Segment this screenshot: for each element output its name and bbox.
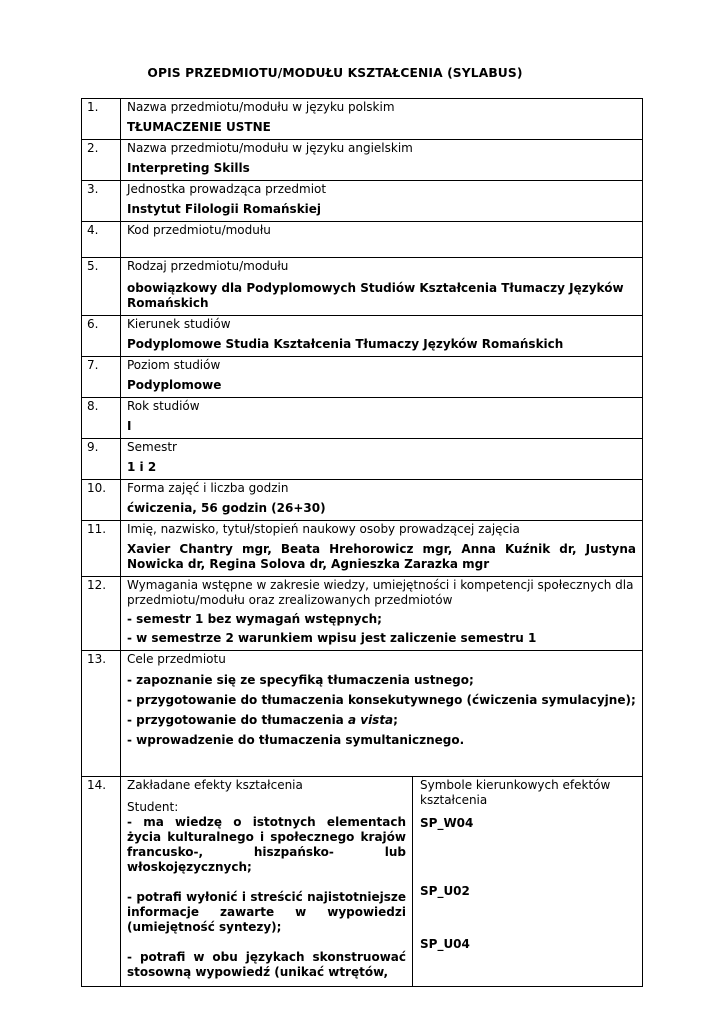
row-label: Kod przedmiotu/modułu — [127, 223, 271, 237]
table-row — [82, 357, 643, 398]
list-item: - semestr 1 bez wymagań wstępnych; — [127, 612, 382, 626]
row-number: 6. — [82, 316, 121, 357]
row-number: 12. — [82, 577, 121, 651]
table-row — [82, 316, 643, 357]
list-item: - wprowadzenie do tłumaczenia symultanicznego. — [127, 733, 465, 747]
table-row — [82, 439, 643, 480]
outcome-text: - ma wiedzę o istotnych elementach życia kulturalnego i społecznego krajów francusko-, hiszpańsko- lub włoskojęzycznych; — [127, 815, 406, 874]
row-label: Nazwa przedmiotu/modułu w języku polskim — [127, 100, 395, 114]
row-label: Jednostka prowadząca przedmiot — [127, 182, 327, 196]
table-row — [82, 140, 643, 181]
row-value: Xavier Chantry mgr, Beata Hrehorowicz mgr, Anna Kuźnik dr, Justyna Nowicka dr, Regina Solova dr, Agnieszka Zarazka mgr — [127, 542, 636, 571]
row-value: obowiązkowy dla Podyplomowych Studiów Kształcenia Tłumaczy Języków Romańskich — [127, 281, 624, 310]
row-number: 5. — [82, 258, 121, 316]
row-value: TŁUMACZENIE USTNE — [127, 120, 271, 134]
row-number: 2. — [82, 140, 121, 181]
row-value: I — [127, 419, 132, 433]
row-number: 9. — [82, 439, 121, 480]
row-label: Zakładane efekty kształcenia — [127, 778, 303, 792]
table-row — [82, 258, 643, 316]
symbols-header: Symbole kierunkowych efektów kształcenia — [420, 778, 611, 807]
row-number: 7. — [82, 357, 121, 398]
row-number: 13. — [82, 651, 121, 777]
table-row — [82, 181, 643, 222]
list-item — [127, 713, 636, 728]
outcome-symbol: SP_U04 — [420, 937, 470, 951]
row-label: Nazwa przedmiotu/modułu w języku angielskim — [127, 141, 413, 155]
row-number: 4. — [82, 222, 121, 258]
row-label: Wymagania wstępne w zakresie wiedzy, umiejętności i kompetencji społecznych dla przedmiotu/modułu oraz zrealizowanych przedmiotów — [127, 578, 634, 607]
syllabus-table — [81, 98, 643, 987]
outcome-text: - potrafi w obu językach skonstruować stosowną wypowiedź (unikać wtrętów, — [127, 950, 406, 979]
table-row — [82, 651, 643, 777]
row-value: Interpreting Skills — [127, 161, 250, 175]
row-number: 3. — [82, 181, 121, 222]
document-title: OPIS PRZEDMIOTU/MODUŁU KSZTAŁCENIA (SYLABUS) — [147, 66, 523, 80]
row-label: Poziom studiów — [127, 358, 221, 372]
list-item-text: - przygotowanie do tłumaczenia a vista; — [127, 713, 398, 727]
table-row — [82, 777, 643, 987]
table-row — [82, 577, 643, 651]
row-label: Cele przedmiotu — [127, 652, 226, 666]
list-item: - zapoznanie się ze specyfiką tłumaczenia ustnego; — [127, 673, 474, 687]
row-number: 14. — [82, 777, 121, 987]
row-label: Forma zajęć i liczba godzin — [127, 481, 289, 495]
row-label: Imię, nazwisko, tytuł/stopień naukowy osoby prowadzącej zajęcia — [127, 522, 520, 536]
row-value: 1 i 2 — [127, 460, 157, 474]
outcome-symbol: SP_U02 — [420, 884, 470, 898]
row-number: 10. — [82, 480, 121, 521]
row-number: 11. — [82, 521, 121, 577]
row-number: 8. — [82, 398, 121, 439]
row-value: ćwiczenia, 56 godzin (26+30) — [127, 501, 326, 515]
row-number: 1. — [82, 99, 121, 140]
outcome-symbol: SP_W04 — [420, 816, 474, 830]
table-row — [82, 99, 643, 140]
row-label: Semestr — [127, 440, 177, 454]
outcome-text: - potrafi wyłonić i streścić najistotniejsze informacje zawarte w wypowiedzi (umiejętność syntezy); — [127, 890, 406, 934]
row-label: Rok studiów — [127, 399, 200, 413]
table-row — [82, 521, 643, 577]
row-value: Instytut Filologii Romańskiej — [127, 202, 322, 216]
row-label: Kierunek studiów — [127, 317, 231, 331]
row-label: Rodzaj przedmiotu/modułu — [127, 259, 289, 273]
list-item: - w semestrze 2 warunkiem wpisu jest zaliczenie semestru 1 — [127, 631, 537, 645]
row-value: Podyplomowe Studia Kształcenia Tłumaczy Języków Romańskich — [127, 337, 564, 351]
table-row — [82, 398, 643, 439]
row-value: Podyplomowe — [127, 378, 222, 392]
table-row — [82, 480, 643, 521]
list-item: - przygotowanie do tłumaczenia konsekutywnego (ćwiczenia symulacyjne); — [127, 693, 636, 707]
student-label: Student: — [127, 800, 179, 814]
table-row — [82, 222, 643, 258]
